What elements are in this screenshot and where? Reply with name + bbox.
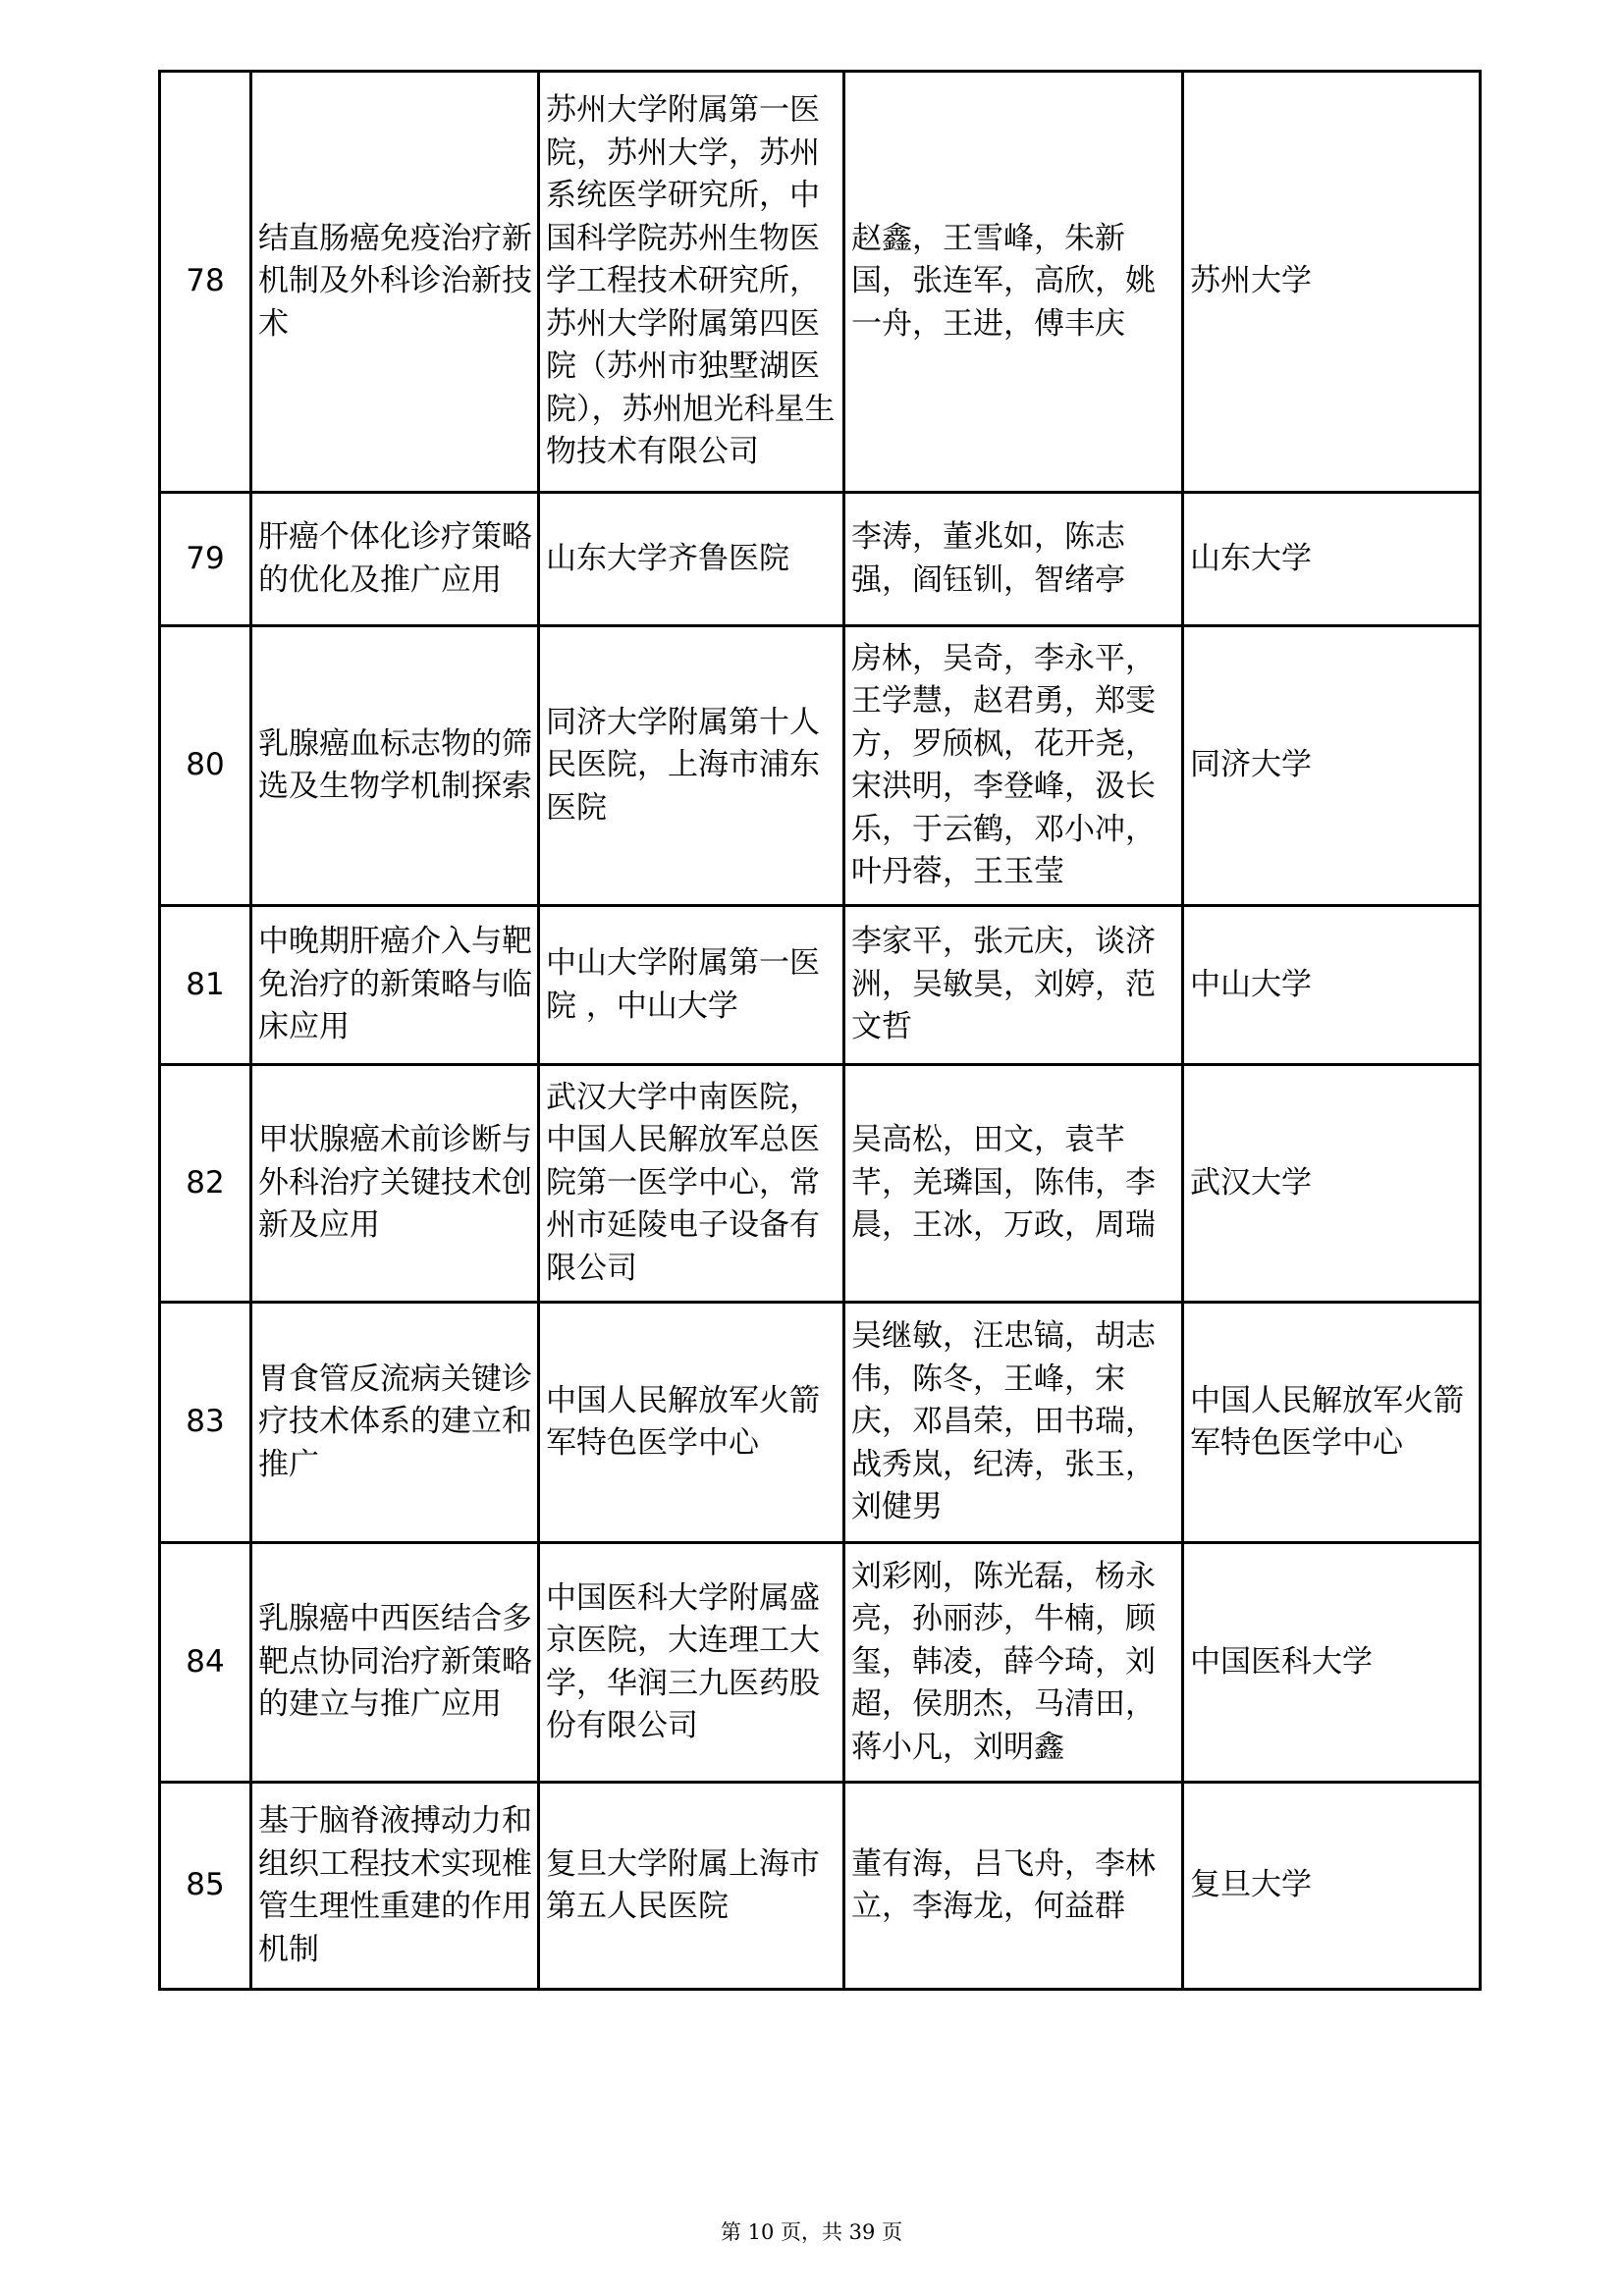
project-name: 甲状腺癌术前诊断与外科治疗关键技术创新及应用 [251,1065,539,1303]
completing-units: 中国人民解放军火箭军特色医学中心 [539,1303,844,1543]
nominating-unit: 中国医科大学 [1183,1543,1481,1783]
page-footer: 第 10 页，共 39 页 [720,2220,903,2244]
nominating-unit: 同济大学 [1183,626,1481,906]
row-number: 85 [160,1783,251,1990]
project-name: 肝癌个体化诊疗策略的优化及推广应用 [251,493,539,626]
row-number: 82 [160,1065,251,1303]
completing-units: 武汉大学中南医院，中国人民解放军总医院第一医学中心，常州市延陵电子设备有限公司 [539,1065,844,1303]
row-number: 80 [160,626,251,906]
project-name: 基于脑脊液搏动力和组织工程技术实现椎管生理性重建的作用机制 [251,1783,539,1990]
nominating-unit: 山东大学 [1183,493,1481,626]
nominating-unit: 苏州大学 [1183,72,1481,493]
completing-units: 中国医科大学附属盛京医院，大连理工大学，华润三九医药股份有限公司 [539,1543,844,1783]
row-number: 78 [160,72,251,493]
project-name: 胃食管反流病关键诊疗技术体系的建立和推广 [251,1303,539,1543]
completing-units: 中山大学附属第一医院 ，中山大学 [539,906,844,1065]
row-number: 81 [160,906,251,1065]
completing-units: 山东大学齐鲁医院 [539,493,844,626]
project-name: 中晚期肝癌介入与靶免治疗的新策略与临床应用 [251,906,539,1065]
completing-people: 李涛，董兆如，陈志强，阎钰钏，智绪亭 [844,493,1183,626]
awards-table [158,70,1482,1991]
row-number: 79 [160,493,251,626]
completing-people: 李家平，张元庆，谈济洲，吴敏昊，刘婷，范文哲 [844,906,1183,1065]
completing-units: 苏州大学附属第一医院，苏州大学，苏州系统医学研究所，中国科学院苏州生物医学工程技术研究所，苏州大学附属第四医院（苏州市独墅湖医院），苏州旭光科星生物技术有限公司 [539,72,844,493]
completing-people: 房林，吴奇，李永平，王学慧，赵君勇，郑雯方，罗颀枫，花开尧，宋洪明，李登峰，汲长乐，于云鹤，邓小冲，叶丹蓉，王玉莹 [844,626,1183,906]
project-name: 乳腺癌血标志物的筛选及生物学机制探索 [251,626,539,906]
nominating-unit: 中山大学 [1183,906,1481,1065]
nominating-unit: 中国人民解放军火箭军特色医学中心 [1183,1303,1481,1543]
completing-people: 吴高松，田文，袁芊芊，羌璘国，陈伟，李晨，王冰，万政，周瑞 [844,1065,1183,1303]
project-name: 结直肠癌免疫治疗新机制及外科诊治新技术 [251,72,539,493]
table-row [160,72,1481,493]
row-number: 84 [160,1543,251,1783]
table-row [160,1783,1481,1990]
completing-people: 赵鑫，王雪峰，朱新国，张连军，高欣，姚一舟，王进，傅丰庆 [844,72,1183,493]
completing-people: 刘彩刚，陈光磊，杨永亮，孙丽莎，牛楠，顾玺，韩凌，薛今琦，刘超，侯朋杰，马清田，蒋小凡，刘明鑫 [844,1543,1183,1783]
completing-people: 董有海，吕飞舟，李林立，李海龙，何益群 [844,1783,1183,1990]
table-row [160,1065,1481,1303]
nominating-unit: 武汉大学 [1183,1065,1481,1303]
completing-units: 同济大学附属第十人民医院，上海市浦东医院 [539,626,844,906]
table-row [160,906,1481,1065]
project-name: 乳腺癌中西医结合多靶点协同治疗新策略的建立与推广应用 [251,1543,539,1783]
nominating-unit: 复旦大学 [1183,1783,1481,1990]
table-row [160,1303,1481,1543]
completing-units: 复旦大学附属上海市第五人民医院 [539,1783,844,1990]
completing-people: 吴继敏，汪忠镐，胡志伟，陈冬，王峰，宋庆，邓昌荣，田书瑞，战秀岚，纪涛，张玉，刘健男 [844,1303,1183,1543]
table-row [160,626,1481,906]
table-row [160,1543,1481,1783]
table-row [160,493,1481,626]
row-number: 83 [160,1303,251,1543]
